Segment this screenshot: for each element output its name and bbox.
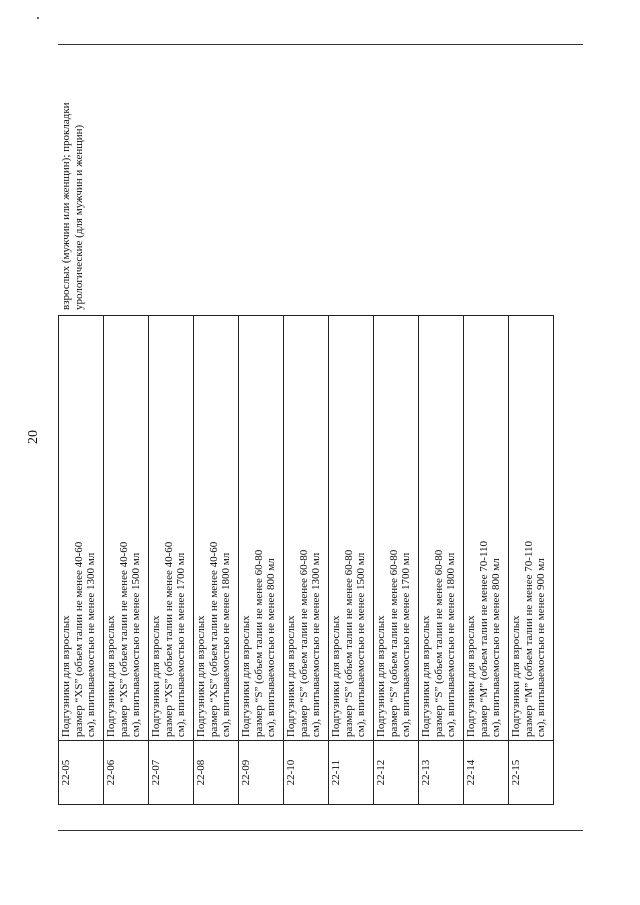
desc-line: размер “S” (объем талии не менее 60-80 [252,549,265,738]
item-code: 22-14 [464,741,509,805]
item-code: 22-05 [59,741,104,805]
desc-line: Подгузники для взрослых [420,615,432,738]
desc-line: см), впитываемостью не менее 1300 мл [85,552,97,738]
item-description [329,316,374,741]
desc-line: см), впитываемостью не менее 800 мл [265,558,277,738]
desc-line: Подгузники для взрослых [465,615,477,738]
desc-line: размер “M” (объем талии не менее 70-110 [522,540,535,738]
desc-line: см), впитываемостью не менее 1500 мл [130,552,142,738]
footer-rule [58,830,583,831]
desc-line: см), впитываемостью не менее 1800 мл [445,552,457,738]
desc-line: см), впитываемостью не менее 1700 мл [175,552,187,738]
item-code: 22-13 [419,741,464,805]
item-description [149,316,194,741]
desc-line: Подгузники для взрослых [285,615,297,738]
desc-line: Подгузники для взрослых [240,615,252,738]
item-description [194,316,239,741]
item-code: 22-10 [284,741,329,805]
table-row [374,316,419,805]
note-line: взрослых (мужчин или женщин); прокладки [60,102,72,310]
item-description [419,316,464,741]
item-description [104,316,149,741]
desc-line: см), впитываемостью не менее 1500 мл [355,552,367,738]
desc-line: размер “M” (объем талии не менее 70-110 [477,540,490,738]
desc-line: размер “XS” (объем талии не менее 40-60 [207,541,220,738]
table-row [59,316,104,805]
desc-line: размер “S” (объем талии не менее 60-80 [432,549,445,738]
table-row [419,316,464,805]
table-row [464,316,509,805]
desc-line: размер “S” (объем талии не менее 60-80 [387,549,400,738]
desc-line: размер “S” (объем талии не менее 60-80 [297,549,310,738]
item-description [509,316,554,741]
table-row [104,316,149,805]
desc-line: Подгузники для взрослых [60,615,72,738]
items-table [58,315,554,805]
item-description [464,316,509,741]
scan-speck [37,17,39,19]
item-code: 22-08 [194,741,239,805]
desc-line: Подгузники для взрослых [105,615,117,738]
table-row [509,316,554,805]
desc-line: см), впитываемостью не менее 1800 мл [220,552,232,738]
category-continuation-note [60,50,85,310]
desc-line: Подгузники для взрослых [375,615,387,738]
rotated-document-body [58,45,603,805]
item-code: 22-07 [149,741,194,805]
item-description [374,316,419,741]
note-line: урологические (для мужчин и женщин) [72,124,85,310]
item-code: 22-06 [104,741,149,805]
item-code: 22-12 [374,741,419,805]
desc-line: размер “XS” (объем талии не менее 40-60 [72,541,85,738]
desc-line: см), впитываемостью не менее 800 мл [490,558,502,738]
desc-line: Подгузники для взрослых [510,615,522,738]
desc-line: Подгузники для взрослых [195,615,207,738]
table-row [329,316,374,805]
item-description [284,316,329,741]
desc-line: см), впитываемостью не менее 900 мл [535,558,547,738]
desc-line: см), впитываемостью не менее 1700 мл [400,552,412,738]
desc-line: размер “XS” (объем талии не менее 40-60 [162,541,175,738]
table-row [239,316,284,805]
desc-line: размер “S” (объем талии не менее 60-80 [342,549,355,738]
table-row [149,316,194,805]
item-code: 22-11 [329,741,374,805]
desc-line: Подгузники для взрослых [330,615,342,738]
item-code: 22-09 [239,741,284,805]
table-row [284,316,329,805]
desc-line: см), впитываемостью не менее 1300 мл [310,552,322,738]
page-number: 20 [26,430,41,444]
item-code: 22-15 [509,741,554,805]
table-row [194,316,239,805]
desc-line: размер “XS” (объем талии не менее 40-60 [117,541,130,738]
item-description [239,316,284,741]
desc-line: Подгузники для взрослых [150,615,162,738]
item-description [59,316,104,741]
